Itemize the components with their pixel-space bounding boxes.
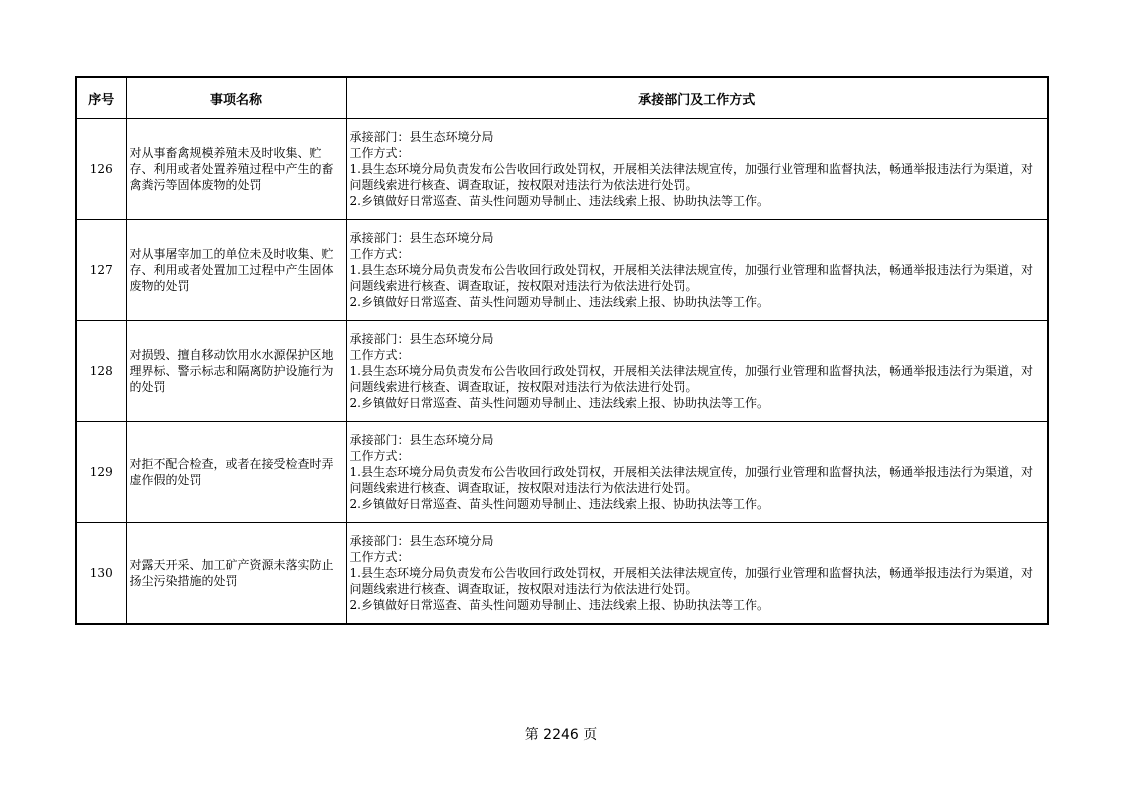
- row-matter-name: 对露天开采、加工矿产资源未落实防止扬尘污染措施的处罚: [126, 523, 346, 625]
- row-serial-number: 130: [76, 523, 126, 625]
- method-item-2: 2.乡镇做好日常巡查、苗头性问题劝导制止、违法线索上报、协助执法等工作。: [349, 598, 769, 612]
- row-department-method: [346, 523, 1048, 625]
- page-number: 第 2246 页: [524, 727, 598, 743]
- method-item-1: 1.县生态环境分局负责发布公告收回行政处罚权，开展相关法律法规宣传，加强行业管理和监督执法，畅通举报违法行为渠道，对问题线索进行核查、调查取证，按权限对违法行为依法进行处罚。: [349, 566, 1033, 596]
- department-line: 承接部门：县生态环境分局: [349, 130, 494, 144]
- table-header-row: [76, 77, 1048, 119]
- method-item-2: 2.乡镇做好日常巡查、苗头性问题劝导制止、违法线索上报、协助执法等工作。: [349, 396, 769, 410]
- method-item-1: 1.县生态环境分局负责发布公告收回行政处罚权，开展相关法律法规宣传，加强行业管理和监督执法，畅通举报违法行为渠道，对问题线索进行核查、调查取证，按权限对违法行为依法进行处罚。: [349, 162, 1033, 192]
- method-label: 工作方式：: [349, 550, 410, 564]
- method-label: 工作方式：: [349, 146, 410, 160]
- row-department-method: [346, 321, 1048, 422]
- header-department-method: 承接部门及工作方式: [346, 77, 1048, 119]
- row-serial-number: 126: [76, 119, 126, 220]
- row-matter-name: 对损毁、擅自移动饮用水水源保护区地理界标、警示标志和隔离防护设施行为的处罚: [126, 321, 346, 422]
- department-line: 承接部门：县生态环境分局: [349, 433, 494, 447]
- method-item-2: 2.乡镇做好日常巡查、苗头性问题劝导制止、违法线索上报、协助执法等工作。: [349, 194, 769, 208]
- method-item-2: 2.乡镇做好日常巡查、苗头性问题劝导制止、违法线索上报、协助执法等工作。: [349, 295, 769, 309]
- department-line: 承接部门：县生态环境分局: [349, 534, 494, 548]
- method-item-1: 1.县生态环境分局负责发布公告收回行政处罚权，开展相关法律法规宣传，加强行业管理和监督执法，畅通举报违法行为渠道，对问题线索进行核查、调查取证，按权限对违法行为依法进行处罚。: [349, 364, 1033, 394]
- row-serial-number: 128: [76, 321, 126, 422]
- row-matter-name: 对从事屠宰加工的单位未及时收集、贮存、利用或者处置加工过程中产生固体废物的处罚: [126, 220, 346, 321]
- matters-table-container: [75, 76, 1047, 625]
- row-department-method: [346, 220, 1048, 321]
- row-serial-number: 127: [76, 220, 126, 321]
- method-label: 工作方式：: [349, 247, 410, 261]
- department-line: 承接部门：县生态环境分局: [349, 231, 494, 245]
- row-serial-number: 129: [76, 422, 126, 523]
- header-matter-name: 事项名称: [126, 77, 346, 119]
- method-item-1: 1.县生态环境分局负责发布公告收回行政处罚权，开展相关法律法规宣传，加强行业管理和监督执法，畅通举报违法行为渠道，对问题线索进行核查、调查取证，按权限对违法行为依法进行处罚。: [349, 465, 1033, 495]
- method-item-2: 2.乡镇做好日常巡查、苗头性问题劝导制止、违法线索上报、协助执法等工作。: [349, 497, 769, 511]
- table-row: [76, 422, 1048, 523]
- method-label: 工作方式：: [349, 348, 410, 362]
- department-line: 承接部门：县生态环境分局: [349, 332, 494, 346]
- row-department-method: [346, 422, 1048, 523]
- row-matter-name: 对从事畜禽规模养殖未及时收集、贮存、利用或者处置养殖过程中产生的畜禽粪污等固体废物的处罚: [126, 119, 346, 220]
- table-row: [76, 220, 1048, 321]
- method-label: 工作方式：: [349, 449, 410, 463]
- table-row: [76, 523, 1048, 625]
- header-serial-number: 序号: [76, 77, 126, 119]
- method-item-1: 1.县生态环境分局负责发布公告收回行政处罚权，开展相关法律法规宣传，加强行业管理和监督执法，畅通举报违法行为渠道，对问题线索进行核查、调查取证，按权限对违法行为依法进行处罚。: [349, 263, 1033, 293]
- table-row: [76, 321, 1048, 422]
- row-matter-name: 对拒不配合检查，或者在接受检查时弄虚作假的处罚: [126, 422, 346, 523]
- table-row: [76, 119, 1048, 220]
- row-department-method: [346, 119, 1048, 220]
- matters-table: [75, 76, 1049, 625]
